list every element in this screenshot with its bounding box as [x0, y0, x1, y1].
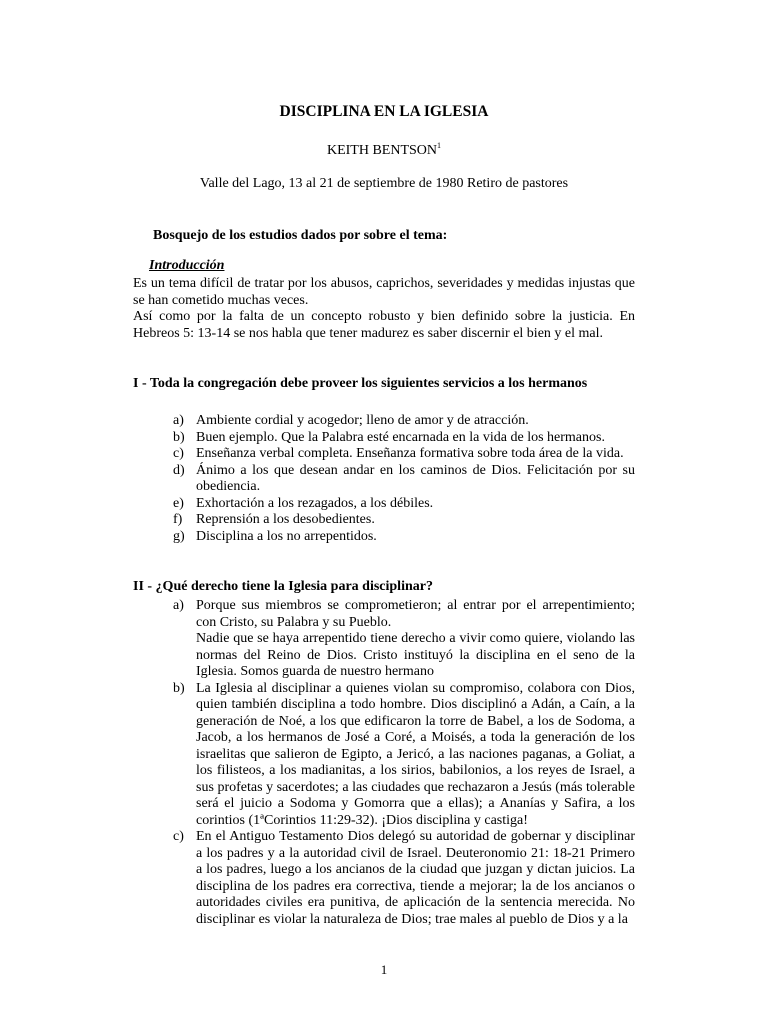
- list-item-text: Buen ejemplo. Que la Palabra esté encarnada en la vida de los hermanos.: [196, 429, 605, 445]
- list-marker: a): [173, 413, 184, 428]
- footnote-marker[interactable]: 1: [437, 141, 442, 150]
- author-name: KEITH BENTSON: [326, 143, 438, 158]
- list-marker: e): [173, 495, 184, 511]
- list-item: [173, 446, 635, 463]
- intro-paragraph-2: Así como por la falta de un concepto robusto y bien definido sobre la justicia. En Hebreos 5: 13-14 se nos habla que tener madurez es saber discernir el bien y el mal.: [133, 309, 635, 341]
- list-item-text: Disciplina a los no arrepentidos.: [196, 528, 377, 544]
- list-marker: c): [173, 446, 184, 461]
- list-item: [173, 463, 635, 496]
- intro-text: [133, 276, 635, 342]
- item-b-text: La Iglesia al disciplinar a quienes violan su compromiso, colabora con Dios, quien también disciplina a todo hombre. Dios disciplinó a Adán, a Caín, a la generación de Noé, a los que edificaron la torre de Babel, a los de Sodoma, a Jacob, a los hermanos de José a Coré, a Moisés, a toda la generación de los israelitas que salieron de Egipto, a Jericó, a las naciones paganas, a Goliat, a los filisteos, a los madianitas, a los sirios, babilonios, a los reyes de Israel, a sus profetas y sacerdotes; a las ciudades que rechazaron a Jesús (más tolerable será el juicio a Sodoma y Gomorra que a ellas); a Ananías y Safira, a los corintios (1ªCorintios 11:29-32). ¡Dios disciplina y castiga!: [196, 680, 635, 828]
- list-item-text: Ánimo a los que desean andar en los caminos de Dios. Felicitación por su obediencia.: [196, 462, 635, 494]
- list-item: [173, 512, 635, 529]
- list-item: [173, 529, 635, 546]
- list-item-text: Enseñanza verbal completa. Enseñanza formativa sobre toda área de la vida.: [196, 446, 624, 461]
- section-1-heading: I - Toda la congregación debe proveer los siguientes servicios a los hermanos: [133, 376, 588, 391]
- author-line: [133, 143, 635, 160]
- list-item-text: Ambiente cordial y acogedor; lleno de amor y de atracción.: [196, 413, 529, 428]
- list-marker: c): [173, 829, 184, 844]
- page-number: 1: [380, 962, 388, 977]
- section-2-heading: II - ¿Qué derecho tiene la Iglesia para disciplinar?: [133, 579, 433, 594]
- venue-date-line: Valle del Lago, 13 al 21 de septiembre de 1980 Retiro de pastores: [199, 176, 569, 191]
- list-marker: d): [173, 462, 185, 478]
- intro-heading: Introducción: [149, 258, 225, 273]
- intro-paragraph-1: Es un tema difícil de tratar por los abusos, caprichos, severidades y medidas injustas que se han cometido muchas veces.: [133, 276, 635, 308]
- item-a-paragraph-1: Porque sus miembros se comprometieron; al entrar por el arrepentimiento; con Cristo, su Palabra y su Pueblo.: [196, 598, 635, 630]
- list-marker: b): [173, 680, 185, 696]
- list-item: [173, 413, 635, 430]
- list-item-b: [173, 681, 635, 830]
- list-item: [173, 496, 635, 513]
- list-marker: g): [173, 528, 185, 544]
- list-item-text: Reprensión a los desobedientes.: [196, 512, 375, 527]
- list-item-c: [173, 829, 635, 928]
- list-marker: b): [173, 429, 185, 445]
- list-marker: f): [173, 512, 183, 527]
- list-item-a: [173, 598, 635, 681]
- item-a-paragraph-2: Nadie que se haya arrepentido tiene derecho a vivir como quiere, violando las normas del Reino de Dios. Cristo instituyó la disciplina en el seno de la Iglesia. Somos guarda de nuestro hermano: [196, 631, 635, 679]
- section-1-list: [173, 413, 635, 545]
- section-2-list-wrap: [173, 598, 635, 928]
- item-c-text: En el Antiguo Testamento Dios delegó su autoridad de gobernar y disciplinar a los padres y a la autoridad civil de Israel. Deuteronomio 21: 18-21 Primero a los padres, luego a los ancianos de la ciudad que juzgan y dictan juicios. La disciplina de los padres era correctiva, tiende a mejorar; la de los ancianos o autoridades civiles era punitiva, de aplicación de la sentencia merecida. No disciplinar es violar la naturaleza de Dios; trae males al pueblo de Dios y a la: [196, 829, 635, 927]
- outline-heading: Bosquejo de los estudios dados por sobre el tema:: [153, 228, 448, 243]
- document-title: DISCIPLINA EN LA IGLESIA: [279, 103, 489, 120]
- section-1-list-wrap: [173, 413, 635, 545]
- list-item: [173, 430, 635, 447]
- section-2-list: [173, 598, 635, 928]
- list-marker: a): [173, 598, 184, 613]
- list-item-text: Exhortación a los rezagados, a los débiles.: [196, 495, 434, 511]
